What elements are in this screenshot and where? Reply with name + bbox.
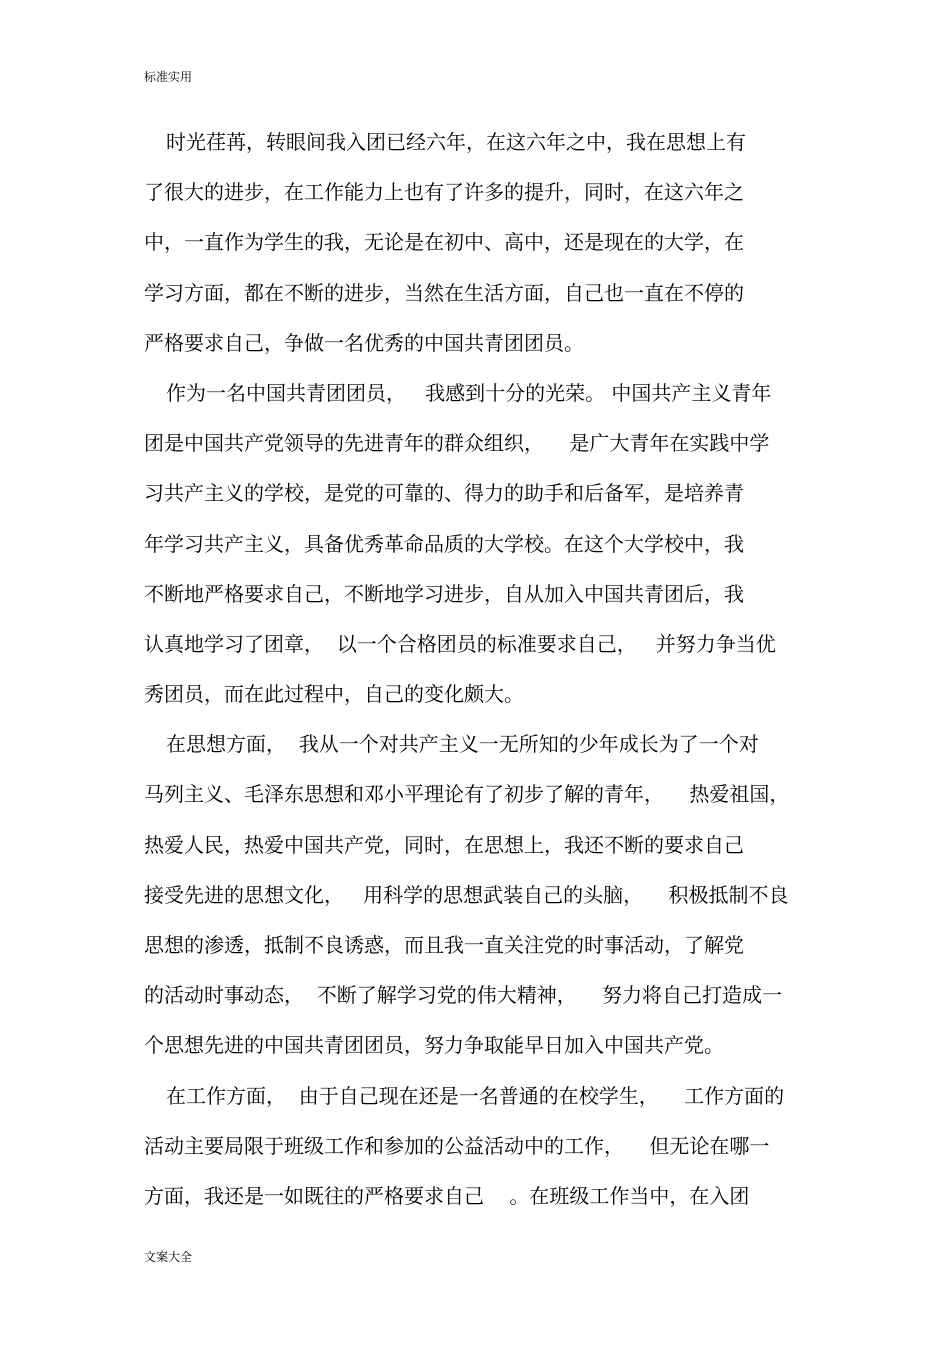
text-line: 了很大的进步，在工作能力上也有了许多的提升，同时，在这六年之: [144, 180, 744, 205]
text-line: 认真地学习了团章， 以一个合格团员的标准要求自己， 并努力争当优: [144, 631, 776, 656]
text-line: 热爱人民，热爱中国共产党，同时，在思想上，我还不断的要求自己: [144, 832, 744, 857]
text-line: 年学习共产主义，具备优秀革命品质的大学校。在这个大学校中，我: [144, 531, 744, 556]
text-line: 严格要求自己，争做一名优秀的中国共青团团员。: [144, 330, 584, 355]
page-footer: 文案大全: [144, 1250, 193, 1264]
text-line: 学习方面，都在不断的进步，当然在生活方面，自己也一直在不停的: [144, 280, 744, 305]
text-line: 个思想先进的中国共青团团员，努力争取能早日加入中国共产党。: [144, 1033, 724, 1058]
text-line: 在工作方面， 由于自己现在还是一名普通的在校学生， 工作方面的: [166, 1083, 785, 1108]
text-line: 思想的渗透，抵制不良诱惑，而且我一直关注党的时事活动，了解党: [144, 933, 744, 957]
text-line: 不断地严格要求自己，不断地学习进步，自从加入中国共青团后，我: [144, 581, 744, 606]
text-line: 的活动时事动态， 不断了解学习党的伟大精神， 努力将自己打造成一: [144, 983, 783, 1008]
text-line: 马列主义、毛泽东思想和邓小平理论有了初步了解的青年， 热爱祖国，: [144, 782, 790, 807]
text-line: 秀团员，而在此过程中，自己的变化颇大。: [144, 682, 524, 707]
text-line: 接受先进的思想文化， 用科学的思想武装自己的头脑， 积极抵制不良: [144, 882, 789, 907]
text-line: 时光荏苒，转眼间我入团已经六年，在这六年之中，我在思想上有: [166, 130, 746, 154]
page-header: 标准实用: [144, 70, 193, 84]
text-line: 活动主要局限于班级工作和参加的公益活动中的工作， 但无论在哪一: [144, 1133, 770, 1158]
text-line: 中，一直作为学生的我，无论是在初中、高中，还是现在的大学，在: [144, 230, 744, 255]
text-line: 方面，我还是一如既往的严格要求自己 。在班级工作当中，在入团: [144, 1183, 750, 1208]
text-line: 在思想方面， 我从一个对共产主义一无所知的少年成长为了一个对: [166, 732, 759, 757]
document-body: [144, 124, 804, 1228]
text-line: 作为一名中国共青团团员， 我感到十分的光荣。 中国共产主义青年: [166, 380, 772, 405]
text-line: 习共产主义的学校，是党的可靠的、得力的助手和后备军，是培养青: [144, 481, 744, 506]
text-line: 团是中国共产党领导的先进青年的群众组织， 是广大青年在实践中学: [144, 431, 770, 456]
